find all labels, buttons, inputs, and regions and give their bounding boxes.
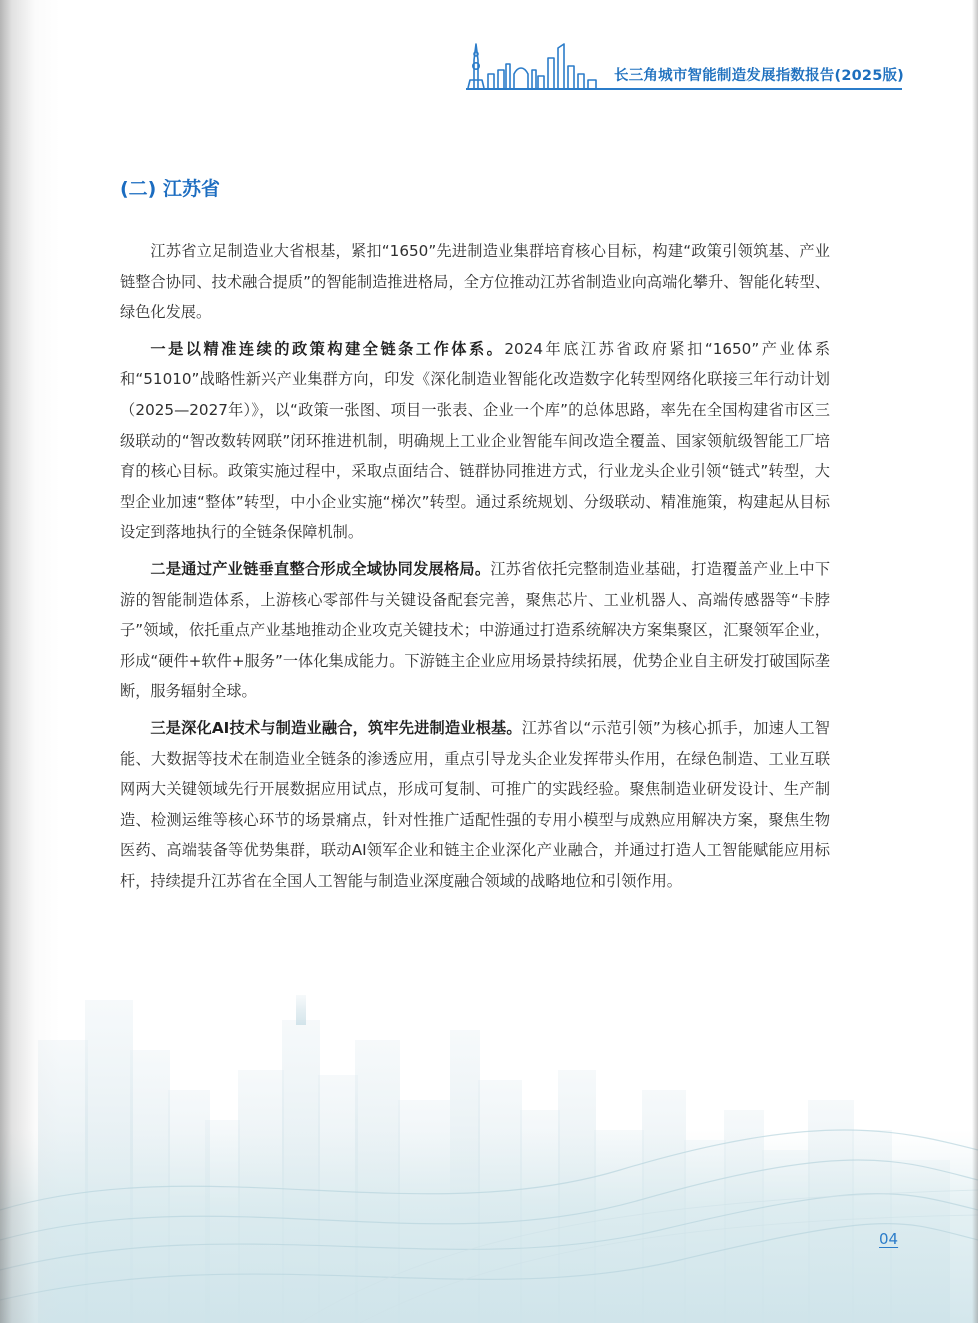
paragraph-lead: 一是以精准连续的政策构建全链条工作体系。 — [150, 339, 505, 358]
paragraph-lead: 二是通过产业链垂直整合形成全域协同发展格局。 — [150, 559, 491, 578]
page-edge — [972, 0, 978, 1323]
paragraph-ai — [120, 713, 830, 897]
header-rule — [466, 88, 902, 90]
paragraph-lead: 三是深化AI技术与制造业融合，筑牢先进制造业根基。 — [150, 718, 522, 737]
paragraph-industry-chain — [120, 554, 830, 707]
city-skyline-watermark-icon — [0, 980, 978, 1323]
paragraph-text: 江苏省以“示范引领”为核心抓手，加速人工智能、大数据等技术在制造业全链条的渗透应用，重点引导龙头企业发挥带头作用，在绿色制造、工业互联网两大关键领域先行开展数据应用试点，形成可复制、可推广的实践经验。聚焦制造业研发设计、生产制造、检测运维等核心环节的场景痛点，针对性推广适配性强的专用小模型与成熟应用解决方案，聚焦生物医药、高端装备等优势集群，联动AI领军企业和链主企业深化产业融合，并通过打造人工智能赋能应用标杆，持续提升江苏省在全国人工智能与制造业深度融合领域的战略地位和引领作用。 — [120, 718, 830, 890]
body-text — [120, 236, 830, 902]
city-skyline-icon — [466, 40, 616, 92]
paragraph-text: 江苏省依托完整制造业基础，打造覆盖产业上中下游的智能制造体系，上游核心零部件与关键设备配套完善，聚焦芯片、工业机器人、高端传感器等“卡脖子”领域，依托重点产业基地推动企业攻克关键技术；中游通过打造系统解决方案集聚区，汇聚领军企业，形成“硬件+软件+服务”一体化集成能力。下游链主企业应用场景持续拓展，优势企业自主研发打破国际垄断，服务辐射全球。 — [120, 559, 831, 701]
section-heading: (二) 江苏省 — [120, 178, 220, 200]
paragraph-intro — [120, 236, 830, 328]
page-number: 04 — [879, 1230, 899, 1248]
report-title: 长三角城市智能制造发展指数报告(2025版) — [614, 68, 905, 84]
paragraph-text: 江苏省立足制造业大省根基，紧扣“1650”先进制造业集群培育核心目标，构建“政策引领筑基、产业链整合协同、技术融合提质”的智能制造推进格局，全方位推动江苏省制造业向高端化攀升、智能化转型、绿色化发展。 — [120, 242, 830, 322]
binding-shadow — [0, 0, 60, 1323]
paragraph-policy — [120, 334, 830, 548]
paragraph-text: 2024年底江苏省政府紧扣“1650”产业体系和“51010”战略性新兴产业集群方向，印发《深化制造业智能化改造数字化转型网络化联接三年行动计划（2025—2027年）》，以“政策一张图、项目一张表、企业一个库”的总体思路，率先在全国构建省市区三级联动的“智改数转网联”闭环推进机制，明确规上工业企业智能车间改造全覆盖、国家领航级智能工厂培育的核心目标。政策实施过程中，采取点面结合、链群协同推进方式，行业龙头企业引领“链式”转型，大型企业加速“整体”转型，中小企业实施“梯次”转型。通过系统规划、分级联动、精准施策，构建起从目标设定到落地执行的全链条保障机制。 — [120, 339, 831, 542]
